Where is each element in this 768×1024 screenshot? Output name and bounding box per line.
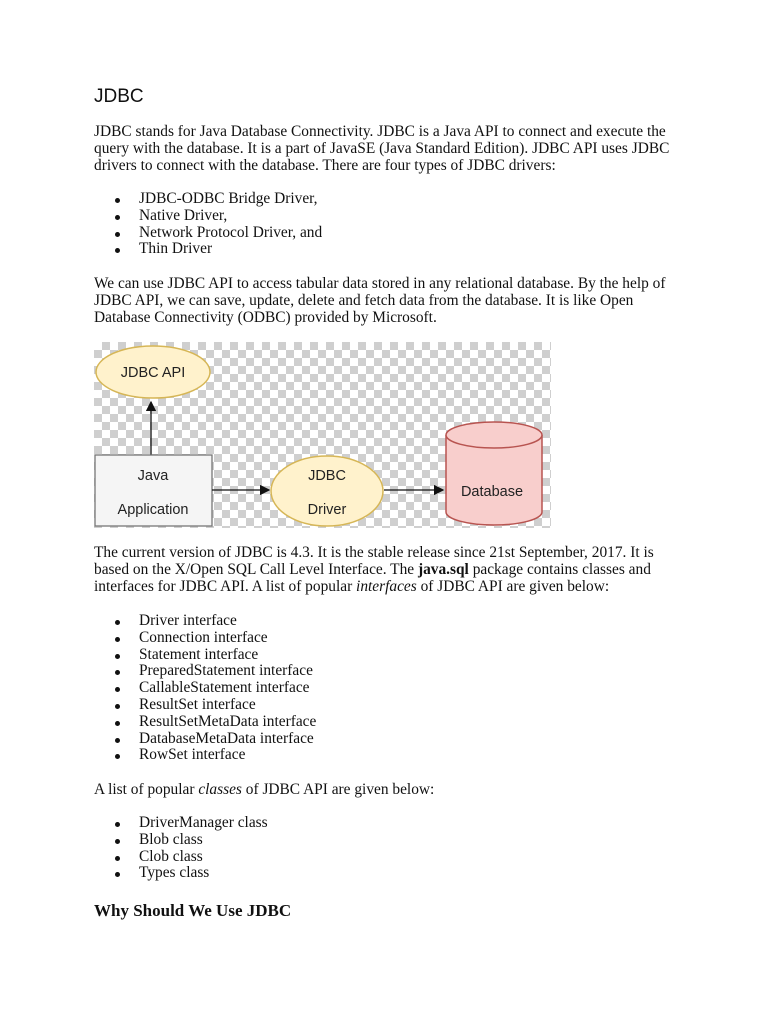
list-item: Connection interface	[94, 630, 316, 647]
list-item: PreparedStatement interface	[94, 663, 316, 680]
list-item: DriverManager class	[94, 815, 268, 832]
why-use-jdbc-heading: Why Should We Use JDBC	[94, 901, 292, 920]
jdbc-api-label: JDBC API	[120, 365, 186, 381]
version-text: of JDBC API are given below:	[416, 577, 610, 595]
list-item: Clob class	[94, 849, 268, 866]
list-item: Driver interface	[94, 613, 316, 630]
interfaces-list	[94, 613, 316, 764]
list-item: Blob class	[94, 832, 268, 849]
classes-intro-text: A list of popular	[94, 781, 199, 798]
database-label: Database	[460, 484, 524, 500]
jdbc-driver-label-line1: JDBC	[308, 468, 346, 484]
version-line	[94, 579, 694, 596]
classes-emphasis: classes	[198, 781, 242, 798]
interfaces-emphasis: interfaces	[356, 577, 417, 595]
usage-paragraph	[94, 276, 694, 326]
usage-line: Database Connectivity (ODBC) provided by Microsoft.	[94, 308, 437, 326]
list-item: Types class	[94, 865, 268, 882]
list-item: RowSet interface	[94, 747, 316, 764]
list-item: Network Protocol Driver, and	[94, 225, 322, 242]
classes-intro-line	[94, 782, 694, 799]
java-app-label-line2: Application	[117, 502, 189, 518]
java-app-label-line1: Java	[137, 468, 169, 484]
intro-paragraph	[94, 124, 694, 174]
intro-line: query with the database. It is a part of JavaSE (Java Standard Edition). JDBC API uses JDBC	[94, 139, 670, 157]
jdbc-architecture-diagram	[94, 342, 551, 528]
intro-line: drivers to connect with the database. There are four types of JDBC drivers:	[94, 156, 556, 174]
classes-intro-paragraph	[94, 782, 694, 799]
list-item: CallableStatement interface	[94, 680, 316, 697]
version-text: interfaces for JDBC API. A list of popular	[94, 577, 357, 595]
database-node	[446, 422, 542, 525]
classes-intro-text: of JDBC API are given below:	[241, 781, 435, 798]
version-line: The current version of JDBC is 4.3. It is the stable release since 21st September, 2017. It is	[94, 544, 654, 561]
usage-line: We can use JDBC API to access tabular data stored in any relational database. By the help of	[94, 275, 666, 292]
intro-line: JDBC stands for Java Database Connectivity. JDBC is a Java API to connect and execute the	[94, 123, 666, 140]
version-text: package contains classes and	[468, 560, 651, 578]
classes-list	[94, 815, 268, 882]
page-title: JDBC	[94, 86, 144, 107]
diagram-svg	[94, 342, 551, 528]
list-item: Thin Driver	[94, 241, 322, 258]
version-paragraph	[94, 545, 694, 595]
list-item: Statement interface	[94, 647, 316, 664]
list-item: ResultSetMetaData interface	[94, 714, 316, 731]
list-item: DatabaseMetaData interface	[94, 731, 316, 748]
java-sql-package: java.sql	[417, 560, 469, 578]
list-item: JDBC-ODBC Bridge Driver,	[94, 191, 322, 208]
usage-line: JDBC API, we can save, update, delete and fetch data from the database. It is like Open	[94, 291, 634, 309]
list-item: Native Driver,	[94, 208, 322, 225]
version-line	[94, 562, 694, 579]
list-item: ResultSet interface	[94, 697, 316, 714]
jdbc-driver-label-line2: Driver	[307, 502, 347, 518]
driver-types-list	[94, 191, 322, 258]
version-text: based on the X/Open SQL Call Level Interface. The	[94, 560, 418, 578]
